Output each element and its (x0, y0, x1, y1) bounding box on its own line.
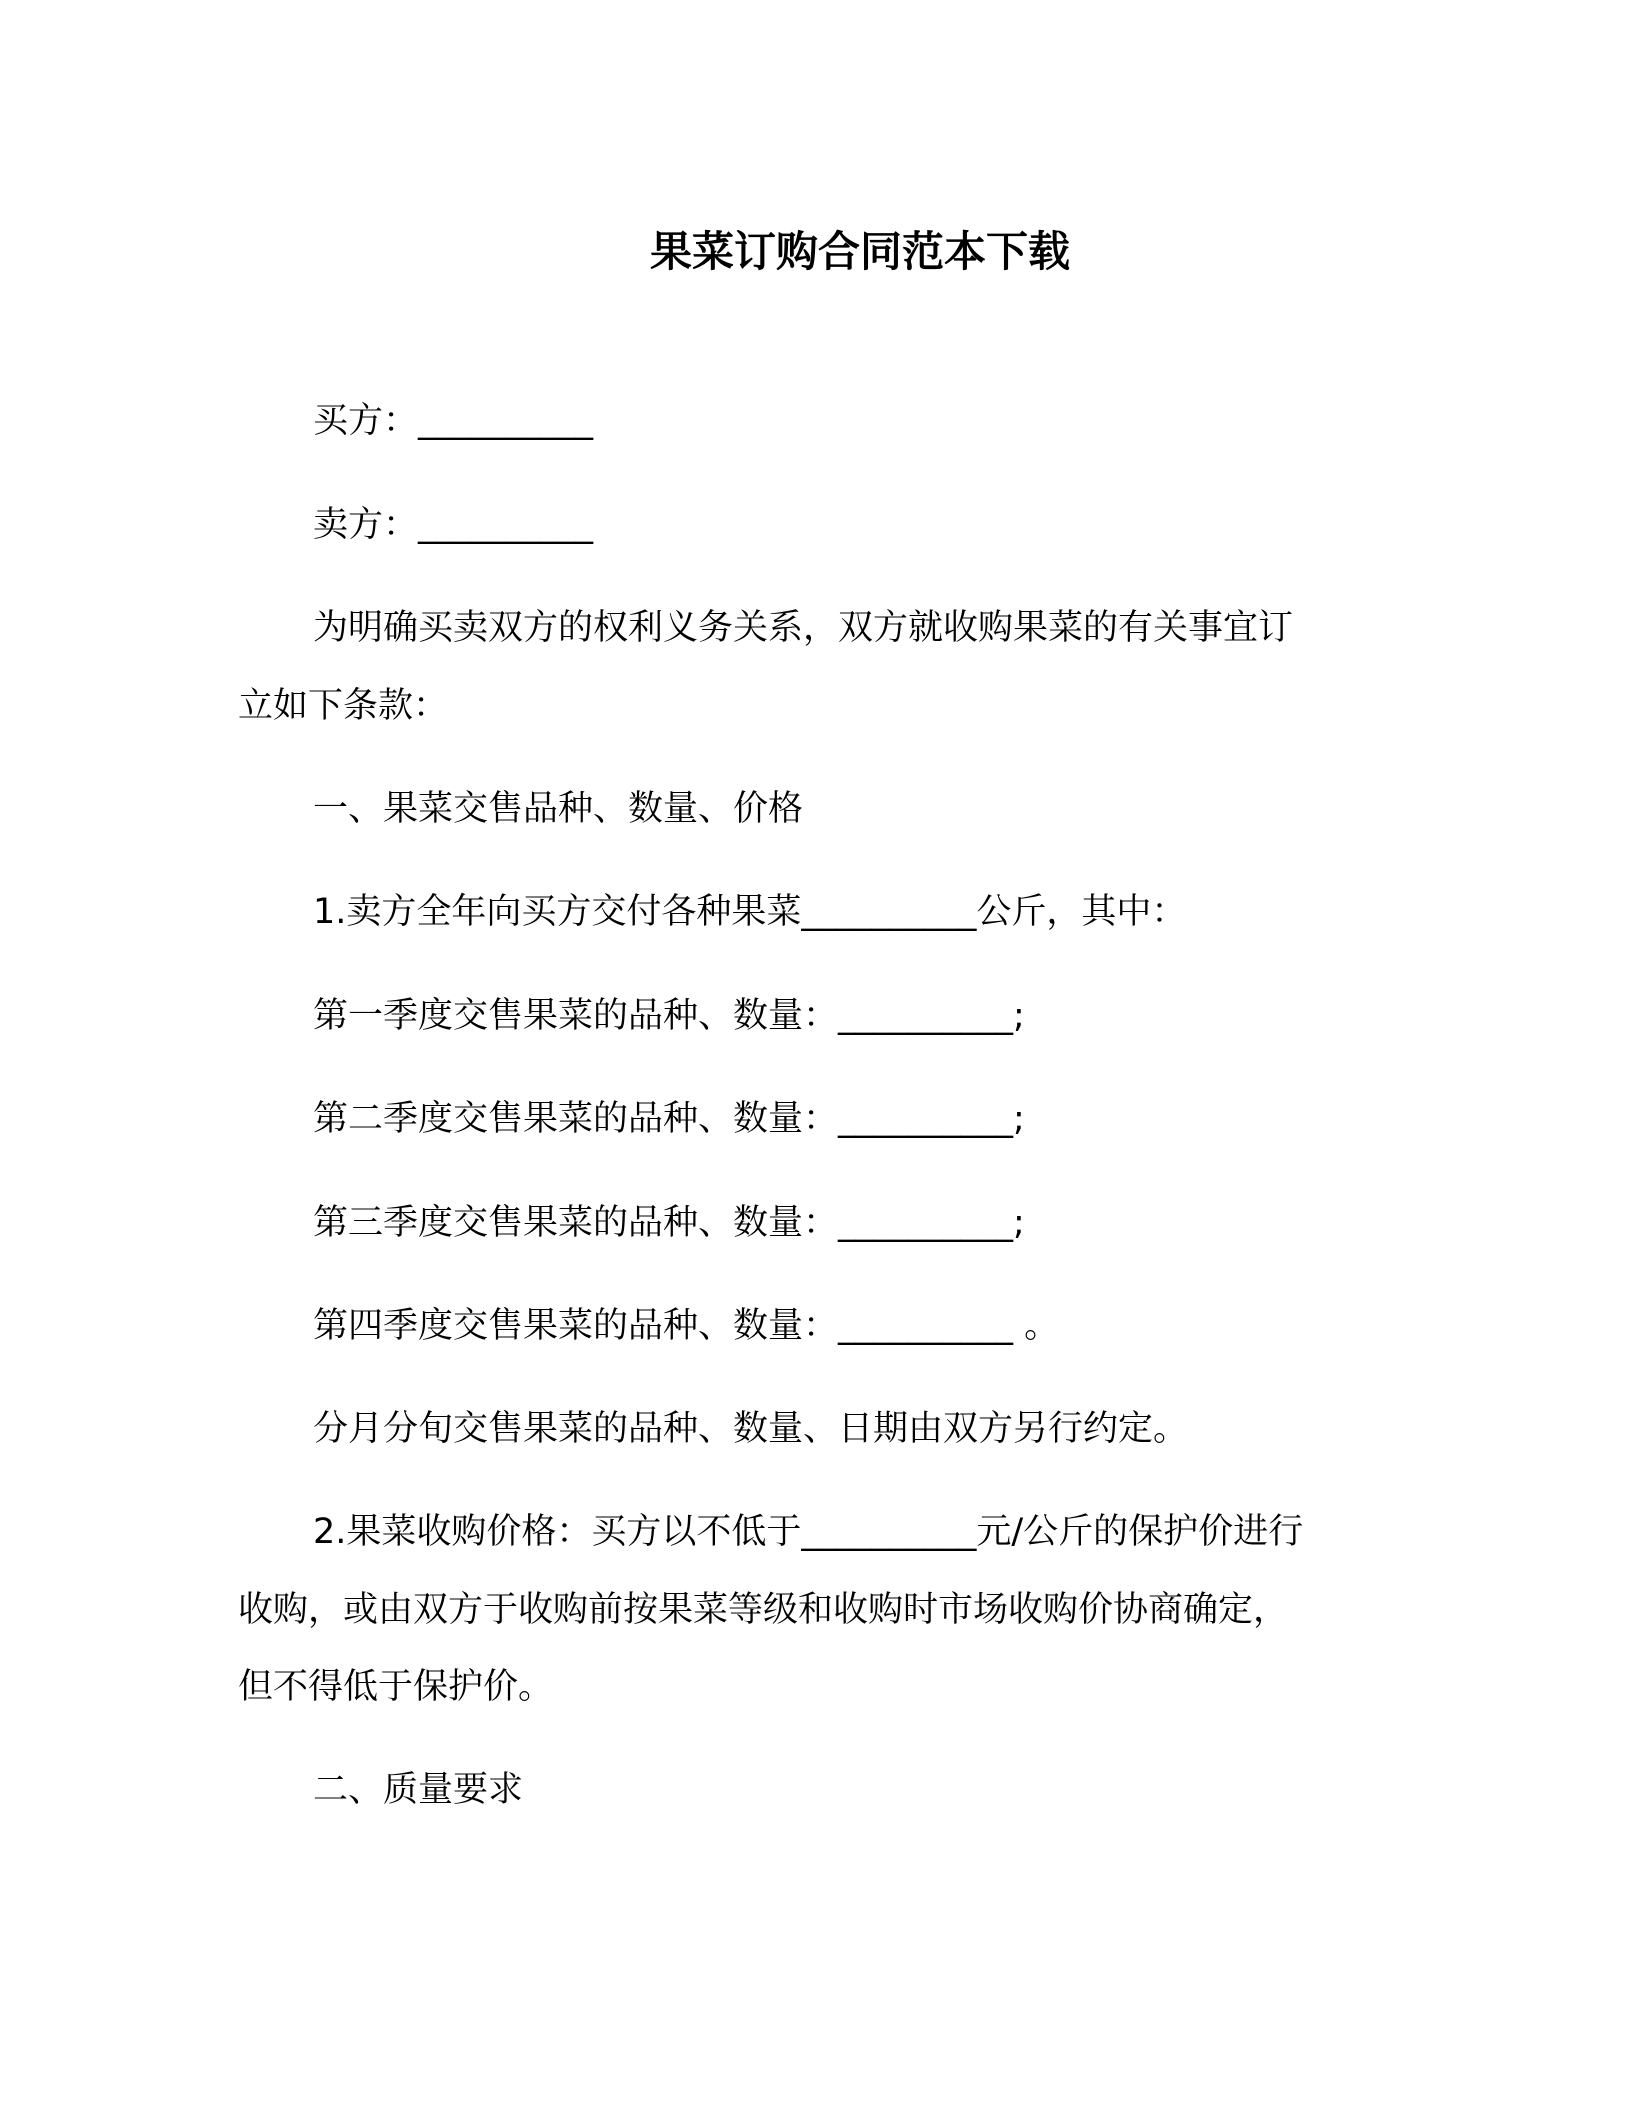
monthly-schedule-line: 分月分旬交售果菜的品种、数量、日期由双方另行约定。 (313, 1409, 1189, 1449)
clause-2-line-3: 但不得低于保护价。 (238, 1667, 554, 1707)
document-title: 果菜订购合同范本下载 (649, 227, 1070, 276)
quarter-3-line: 第三季度交售果菜的品种、数量：__________; (313, 1203, 1025, 1243)
preamble-line-1: 为明确买卖双方的权利义务关系，双方就收购果菜的有关事宜订 (313, 608, 1294, 648)
quarter-1-line: 第一季度交售果菜的品种、数量：__________; (313, 996, 1025, 1036)
clause-2-line-2: 收购，或由双方于收购前按果菜等级和收购时市场收购价协商确定， (238, 1590, 1289, 1630)
preamble-line-2: 立如下条款： (238, 686, 449, 726)
quarter-4-line: 第四季度交售果菜的品种、数量：__________ 。 (313, 1306, 1060, 1346)
seller-line: 卖方：__________ (313, 505, 594, 545)
clause-1-line: 1.卖方全年向买方交付各种果菜__________公斤，其中： (313, 892, 1187, 932)
section-heading-1: 一、果菜交售品种、数量、价格 (313, 789, 804, 829)
clause-2-line-1: 2.果菜收购价格：买方以不低于__________元/公斤的保护价进行 (313, 1512, 1304, 1552)
buyer-line: 买方：__________ (313, 401, 594, 441)
section-heading-2: 二、质量要求 (313, 1770, 524, 1810)
quarter-2-line: 第二季度交售果菜的品种、数量：__________; (313, 1099, 1025, 1139)
